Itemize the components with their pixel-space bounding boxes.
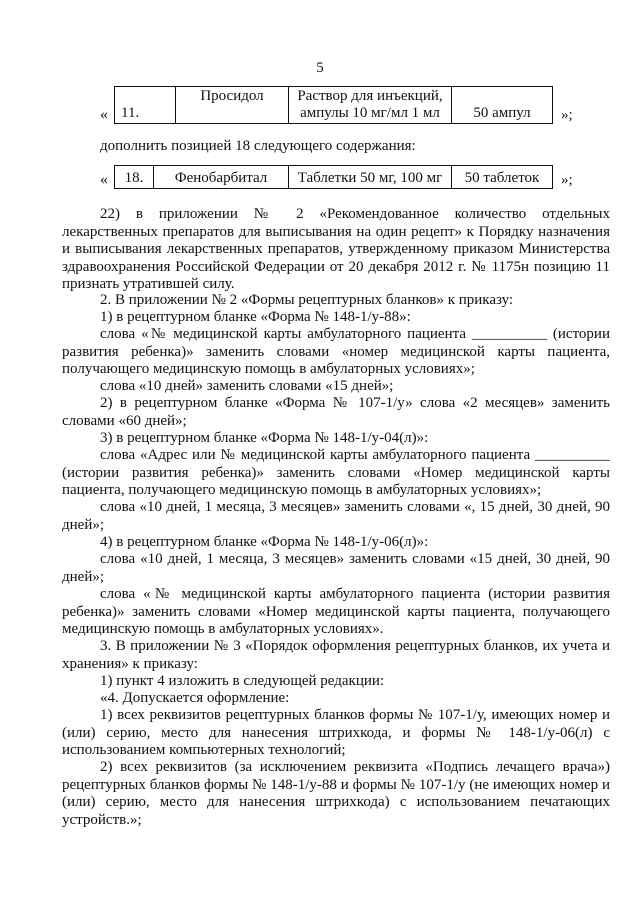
paragraph-replace-10-days: слова «10 дней» заменить словами «15 дней»; xyxy=(100,378,394,394)
paragraph-form-148-88: 1) в рецептурном бланке «Форма № 148-1/у-88»: xyxy=(100,309,411,325)
paragraph-allowed: «4. Допускается оформление: xyxy=(100,690,290,706)
cell-name: Фенобарбитал xyxy=(154,166,289,189)
page-number: 5 xyxy=(316,60,324,76)
close-quote: »; xyxy=(561,107,573,123)
cell-name: Просидол xyxy=(176,87,289,124)
paragraph-section-3: 3. В приложении № 3 «Порядок оформления рецептурных бланков, их учета и хранения» к приказу: xyxy=(62,638,610,672)
paragraph-form-148-06: 4) в рецептурном бланке «Форма № 148-1/у-06(л)»: xyxy=(100,534,429,550)
paragraph-replace-address: слова «Адрес или № медицинской карты амбулаторного пациента __________ (истории развития ребенка)» заменить словами «Номер медицинской карты пациента, получающего медицинскую помощь в амбулаторных условиях»; xyxy=(62,447,610,499)
form-line-2: ампулы 10 мг/мл 1 мл xyxy=(300,105,440,121)
table-row xyxy=(115,166,553,189)
cell-number: 11. xyxy=(115,87,176,124)
open-quote: « xyxy=(100,106,108,123)
table-row xyxy=(115,87,553,124)
paragraph-22: 22) в приложении № 2 «Рекомендованное количество отдельных лекарственных препаратов для выписывания на один рецепт» к Порядку назначения и выписывания лекарственных препаратов, утвержденному приказом Министерства здравоохранения Российской Федерации от 20 декабря 2012 г. № 1175н позицию 11 признать утратившей силу. xyxy=(62,206,610,293)
open-quote: « xyxy=(100,171,108,188)
cell-form: Таблетки 50 мг, 100 мг xyxy=(289,166,452,189)
table-position-18 xyxy=(100,165,573,189)
form-line-1: Раствор для инъекций, xyxy=(297,88,443,104)
table-position-11 xyxy=(100,86,573,124)
close-quote: »; xyxy=(561,172,573,188)
paragraph-replace-days-1: слова «10 дней, 1 месяца, 3 месяцев» заменить словами «, 15 дней, 30 дней, 90 дней»; xyxy=(62,499,610,533)
cell-quantity: 50 таблеток xyxy=(452,166,553,189)
paragraph-section-2: 2. В приложении № 2 «Формы рецептурных бланков» к приказу: xyxy=(100,292,514,308)
paragraph-replace-card-1: слова «№ медицинской карты амбулаторного пациента __________ (истории развития ребенка)» заменить словами «номер медицинской карты пациента, получающего медицинскую помощь в амбулаторных условиях»; xyxy=(62,326,610,378)
paragraph-point-4: 1) пункт 4 изложить в следующей редакции: xyxy=(100,673,385,689)
supplement-text: дополнить позицией 18 следующего содержания: xyxy=(100,138,416,154)
paragraph-replace-card-2: слова «№ медицинской карты амбулаторного пациента (истории развития ребенка)» заменить словами «Номер медицинской карты пациента, получающего медицинскую помощь в амбулаторных условиях». xyxy=(62,586,610,638)
paragraph-form-148-04: 3) в рецептурном бланке «Форма № 148-1/у-04(л)»: xyxy=(100,430,429,446)
paragraph-replace-days-2: слова «10 дней, 1 месяца, 3 месяцев» заменить словами «15 дней, 30 дней, 90 дней»; xyxy=(62,551,610,585)
paragraph-form-107: 2) в рецептурном бланке «Форма № 107-1/у» слова «2 месяцев» заменить словами «60 дней»; xyxy=(62,395,610,429)
paragraph-item-1: 1) всех реквизитов рецептурных бланков формы № 107-1/у, имеющих номер и (или) серию, место для нанесения штрихкода, и формы № 148-1/у-06(л) с использованием компьютерных технологий; xyxy=(62,707,610,759)
cell-quantity: 50 ампул xyxy=(452,87,553,124)
cell-number: 18. xyxy=(115,166,154,189)
paragraph-item-2: 2) всех реквизитов (за исключением реквизита «Подпись лечащего врача») рецептурных бланков формы № 148-1/у-88 и формы № 107-1/у (не имеющих номер и (или) серию, место для нанесения штрихкода) с использованием печатающих устройств.»; xyxy=(62,759,610,828)
position-table xyxy=(114,165,553,189)
position-table xyxy=(114,86,553,124)
cell-form xyxy=(289,87,452,124)
